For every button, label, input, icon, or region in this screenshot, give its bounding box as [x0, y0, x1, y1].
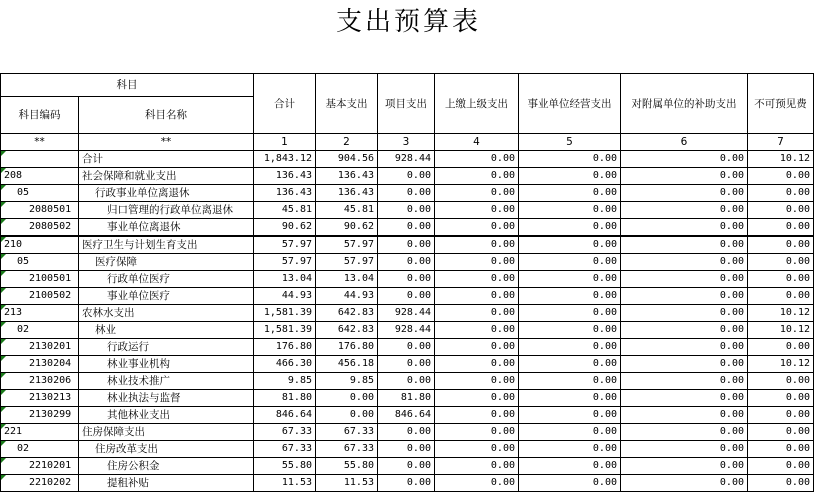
amount-cell: 10.12	[748, 151, 814, 168]
amount-cell: 0.00	[621, 339, 748, 356]
amount-cell: 642.83	[316, 305, 378, 322]
amount-cell: 0.00	[748, 168, 814, 185]
amount-cell: 0.00	[378, 202, 435, 219]
amount-cell: 67.33	[254, 424, 316, 441]
subject-code-cell: 2130204	[1, 356, 79, 373]
amount-cell: 176.80	[254, 339, 316, 356]
amount-cell: 0.00	[519, 219, 621, 237]
table-row	[1, 288, 814, 305]
index-cell: 1	[254, 134, 316, 151]
amount-cell: 0.00	[621, 305, 748, 322]
amount-cell: 0.00	[519, 441, 621, 458]
amount-cell: 0.00	[435, 339, 519, 356]
amount-cell: 0.00	[621, 202, 748, 219]
index-cell: **	[79, 134, 254, 151]
index-cell: 4	[435, 134, 519, 151]
amount-cell: 0.00	[519, 373, 621, 390]
table-body	[1, 151, 814, 492]
business-expense-header: 事业单位经营支出	[519, 74, 621, 134]
amount-cell: 0.00	[378, 424, 435, 441]
amount-cell: 0.00	[435, 254, 519, 271]
amount-cell: 90.62	[254, 219, 316, 237]
amount-cell: 0.00	[621, 475, 748, 492]
table-row	[1, 373, 814, 390]
amount-cell: 0.00	[748, 373, 814, 390]
amount-cell: 0.00	[621, 219, 748, 237]
amount-cell: 0.00	[378, 458, 435, 475]
amount-cell: 0.00	[519, 356, 621, 373]
subject-code-cell: 02	[1, 322, 79, 339]
amount-cell: 0.00	[519, 151, 621, 168]
amount-cell: 466.30	[254, 356, 316, 373]
amount-cell: 0.00	[621, 271, 748, 288]
amount-cell: 0.00	[519, 475, 621, 492]
table-row	[1, 168, 814, 185]
amount-cell: 0.00	[378, 475, 435, 492]
amount-cell: 57.97	[254, 236, 316, 254]
subject-header: 科目	[1, 74, 254, 97]
amount-cell: 928.44	[378, 322, 435, 339]
amount-cell: 0.00	[435, 271, 519, 288]
amount-cell: 0.00	[748, 254, 814, 271]
project-expense-header: 项目支出	[378, 74, 435, 134]
amount-cell: 44.93	[254, 288, 316, 305]
subject-code-cell: 2100501	[1, 271, 79, 288]
amount-cell: 0.00	[519, 322, 621, 339]
subject-name-cell: 农林水支出	[79, 305, 254, 322]
table-row	[1, 458, 814, 475]
table-row	[1, 202, 814, 219]
amount-cell: 0.00	[621, 373, 748, 390]
subject-name-cell: 林业执法与监督	[79, 390, 254, 407]
subsidy-expense-header: 对附属单位的补助支出	[621, 74, 748, 134]
amount-cell: 0.00	[435, 390, 519, 407]
amount-cell: 0.00	[748, 271, 814, 288]
amount-cell: 0.00	[519, 271, 621, 288]
amount-cell: 0.00	[435, 236, 519, 254]
index-cell: **	[1, 134, 79, 151]
amount-cell: 81.80	[254, 390, 316, 407]
subject-code-cell: 2210201	[1, 458, 79, 475]
amount-cell: 9.85	[316, 373, 378, 390]
amount-cell: 136.43	[254, 168, 316, 185]
amount-cell: 55.80	[316, 458, 378, 475]
subject-code-cell: 2130201	[1, 339, 79, 356]
amount-cell: 0.00	[378, 254, 435, 271]
index-cell: 7	[748, 134, 814, 151]
total-header: 合计	[254, 74, 316, 134]
amount-cell: 0.00	[748, 407, 814, 424]
subject-name-cell: 医疗卫生与计划生育支出	[79, 236, 254, 254]
amount-cell: 0.00	[748, 185, 814, 202]
table-row	[1, 305, 814, 322]
amount-cell: 0.00	[621, 424, 748, 441]
page-title: 支出预算表	[335, 7, 481, 37]
subject-code-cell: 221	[1, 424, 79, 441]
amount-cell: 0.00	[435, 202, 519, 219]
subject-name-cell: 住房公积金	[79, 458, 254, 475]
amount-cell: 0.00	[435, 151, 519, 168]
amount-cell: 0.00	[378, 441, 435, 458]
amount-cell: 10.12	[748, 305, 814, 322]
amount-cell: 136.43	[254, 185, 316, 202]
amount-cell: 846.64	[254, 407, 316, 424]
table-row	[1, 390, 814, 407]
amount-cell: 0.00	[435, 185, 519, 202]
amount-cell: 0.00	[621, 356, 748, 373]
amount-cell: 0.00	[435, 475, 519, 492]
amount-cell: 456.18	[316, 356, 378, 373]
amount-cell: 57.97	[316, 236, 378, 254]
amount-cell: 67.33	[316, 424, 378, 441]
amount-cell: 13.04	[316, 271, 378, 288]
amount-cell: 642.83	[316, 322, 378, 339]
amount-cell: 136.43	[316, 168, 378, 185]
subject-code-cell: 2080501	[1, 202, 79, 219]
subject-name-cell: 行政单位医疗	[79, 271, 254, 288]
reserve-fee-header: 不可预见费	[748, 74, 814, 134]
subject-name-cell: 医疗保障	[79, 254, 254, 271]
table-row	[1, 339, 814, 356]
amount-cell: 0.00	[748, 458, 814, 475]
amount-cell: 1,843.12	[254, 151, 316, 168]
amount-cell: 0.00	[621, 185, 748, 202]
amount-cell: 45.81	[254, 202, 316, 219]
subject-name-cell: 归口管理的行政单位离退休	[79, 202, 254, 219]
subject-code-cell: 2130206	[1, 373, 79, 390]
amount-cell: 0.00	[378, 168, 435, 185]
table-row	[1, 254, 814, 271]
amount-cell: 0.00	[435, 288, 519, 305]
amount-cell: 67.33	[316, 441, 378, 458]
amount-cell: 176.80	[316, 339, 378, 356]
amount-cell: 9.85	[254, 373, 316, 390]
subject-name-cell: 行政运行	[79, 339, 254, 356]
amount-cell: 11.53	[254, 475, 316, 492]
amount-cell: 0.00	[519, 236, 621, 254]
amount-cell: 0.00	[519, 288, 621, 305]
table-row	[1, 236, 814, 254]
amount-cell: 904.56	[316, 151, 378, 168]
amount-cell: 13.04	[254, 271, 316, 288]
amount-cell: 846.64	[378, 407, 435, 424]
amount-cell: 44.93	[316, 288, 378, 305]
subject-code-cell	[1, 151, 79, 168]
subject-name-cell: 林业事业机构	[79, 356, 254, 373]
amount-cell: 0.00	[378, 236, 435, 254]
amount-cell: 10.12	[748, 356, 814, 373]
subject-name-cell: 事业单位离退休	[79, 219, 254, 237]
amount-cell: 0.00	[621, 254, 748, 271]
subject-name-header: 科目名称	[79, 97, 254, 134]
amount-cell: 0.00	[621, 288, 748, 305]
amount-cell: 0.00	[621, 441, 748, 458]
amount-cell: 0.00	[378, 356, 435, 373]
amount-cell: 0.00	[748, 236, 814, 254]
amount-cell: 0.00	[519, 202, 621, 219]
subject-code-header: 科目编码	[1, 97, 79, 134]
amount-cell: 0.00	[435, 407, 519, 424]
amount-cell: 0.00	[748, 288, 814, 305]
budget-table	[0, 73, 814, 492]
amount-cell: 928.44	[378, 151, 435, 168]
table-row	[1, 424, 814, 441]
subject-code-cell: 2130299	[1, 407, 79, 424]
amount-cell: 0.00	[519, 407, 621, 424]
subject-name-cell: 其他林业支出	[79, 407, 254, 424]
subject-name-cell: 林业	[79, 322, 254, 339]
subject-code-cell: 05	[1, 254, 79, 271]
amount-cell: 81.80	[378, 390, 435, 407]
table-row	[1, 185, 814, 202]
amount-cell: 0.00	[748, 441, 814, 458]
subject-name-cell: 合计	[79, 151, 254, 168]
index-cell: 5	[519, 134, 621, 151]
index-cell: 3	[378, 134, 435, 151]
amount-cell: 67.33	[254, 441, 316, 458]
amount-cell: 10.12	[748, 322, 814, 339]
table-row	[1, 151, 814, 168]
amount-cell: 0.00	[519, 424, 621, 441]
amount-cell: 0.00	[435, 305, 519, 322]
subject-code-cell: 2080502	[1, 219, 79, 237]
amount-cell: 0.00	[435, 168, 519, 185]
amount-cell: 0.00	[519, 458, 621, 475]
table-row	[1, 407, 814, 424]
amount-cell: 0.00	[435, 219, 519, 237]
amount-cell: 1,581.39	[254, 305, 316, 322]
amount-cell: 55.80	[254, 458, 316, 475]
amount-cell: 0.00	[748, 339, 814, 356]
amount-cell: 0.00	[316, 407, 378, 424]
amount-cell: 0.00	[748, 390, 814, 407]
table-row	[1, 219, 814, 237]
subject-code-cell: 05	[1, 185, 79, 202]
amount-cell: 0.00	[519, 339, 621, 356]
amount-cell: 0.00	[621, 322, 748, 339]
amount-cell: 0.00	[435, 441, 519, 458]
amount-cell: 0.00	[621, 390, 748, 407]
amount-cell: 0.00	[435, 373, 519, 390]
amount-cell: 57.97	[316, 254, 378, 271]
table-row	[1, 322, 814, 339]
amount-cell: 0.00	[378, 339, 435, 356]
subject-name-cell: 住房保障支出	[79, 424, 254, 441]
amount-cell: 0.00	[621, 458, 748, 475]
subject-name-cell: 住房改革支出	[79, 441, 254, 458]
table-row	[1, 356, 814, 373]
subject-name-cell: 提租补贴	[79, 475, 254, 492]
subject-code-cell: 2100502	[1, 288, 79, 305]
amount-cell: 0.00	[748, 475, 814, 492]
amount-cell: 0.00	[748, 202, 814, 219]
amount-cell: 0.00	[435, 322, 519, 339]
table-row	[1, 271, 814, 288]
amount-cell: 0.00	[378, 185, 435, 202]
amount-cell: 0.00	[378, 288, 435, 305]
subject-name-cell: 林业技术推广	[79, 373, 254, 390]
table-row	[1, 441, 814, 458]
amount-cell: 0.00	[435, 458, 519, 475]
upper-payment-header: 上缴上级支出	[435, 74, 519, 134]
amount-cell: 90.62	[316, 219, 378, 237]
amount-cell: 0.00	[519, 185, 621, 202]
subject-code-cell: 2210202	[1, 475, 79, 492]
amount-cell: 0.00	[621, 236, 748, 254]
amount-cell: 45.81	[316, 202, 378, 219]
index-cell: 2	[316, 134, 378, 151]
subject-name-cell: 事业单位医疗	[79, 288, 254, 305]
index-cell: 6	[621, 134, 748, 151]
amount-cell: 928.44	[378, 305, 435, 322]
amount-cell: 0.00	[519, 305, 621, 322]
subject-code-cell: 210	[1, 236, 79, 254]
amount-cell: 57.97	[254, 254, 316, 271]
amount-cell: 0.00	[316, 390, 378, 407]
amount-cell: 11.53	[316, 475, 378, 492]
amount-cell: 0.00	[621, 168, 748, 185]
subject-name-cell: 社会保障和就业支出	[79, 168, 254, 185]
amount-cell: 0.00	[435, 356, 519, 373]
column-index-row	[1, 134, 814, 151]
subject-code-cell: 213	[1, 305, 79, 322]
subject-name-cell: 行政事业单位离退休	[79, 185, 254, 202]
amount-cell: 0.00	[519, 168, 621, 185]
basic-expense-header: 基本支出	[316, 74, 378, 134]
amount-cell: 0.00	[519, 254, 621, 271]
subject-code-cell: 2130213	[1, 390, 79, 407]
amount-cell: 0.00	[378, 219, 435, 237]
amount-cell: 0.00	[435, 424, 519, 441]
amount-cell: 0.00	[519, 390, 621, 407]
subject-code-cell: 02	[1, 441, 79, 458]
amount-cell: 0.00	[378, 271, 435, 288]
subject-code-cell: 208	[1, 168, 79, 185]
amount-cell: 0.00	[621, 407, 748, 424]
amount-cell: 0.00	[748, 219, 814, 237]
amount-cell: 0.00	[748, 424, 814, 441]
amount-cell: 0.00	[378, 373, 435, 390]
amount-cell: 0.00	[621, 151, 748, 168]
amount-cell: 136.43	[316, 185, 378, 202]
amount-cell: 1,581.39	[254, 322, 316, 339]
